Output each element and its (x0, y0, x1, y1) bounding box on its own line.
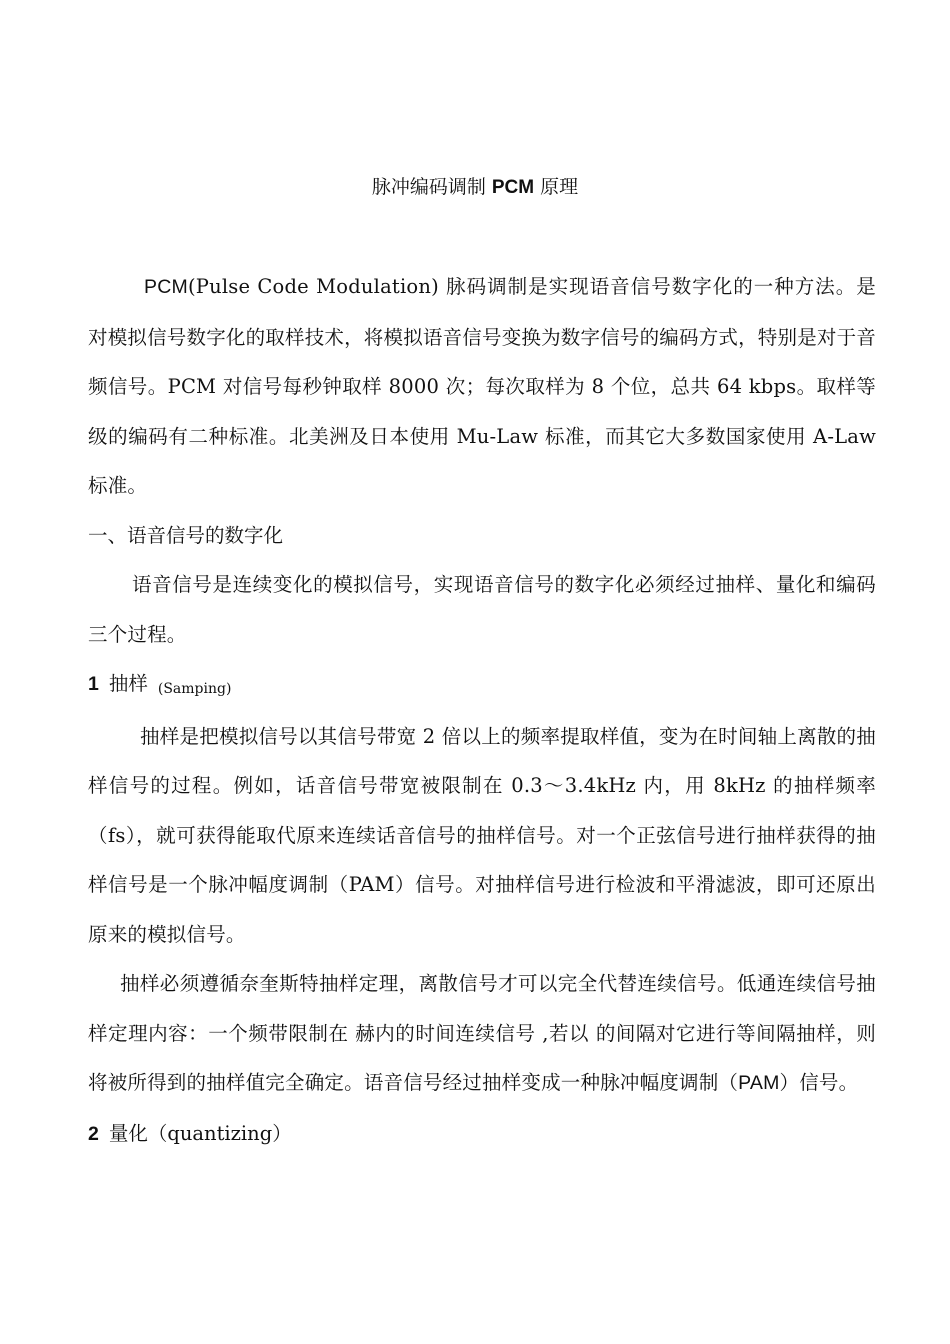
sampling-heading (88, 659, 876, 712)
quantizing-number: 2 (88, 1122, 99, 1145)
section1-heading: 一、语音信号的数字化 (88, 523, 284, 547)
page-title (0, 172, 950, 203)
sampling-title: 抽样 (108, 672, 148, 695)
section1-paragraph: 语音信号是连续变化的模拟信号，实现语音信号的数字化必须经过抽样、量化和编码三个过程。 (88, 573, 876, 646)
intro-paragraph (88, 262, 876, 511)
sampling-paragraph-2 (88, 959, 876, 1109)
title-prefix: 脉冲编码调制 (371, 176, 492, 198)
sampling-paragraph-2-text: 抽样必须遵循奈奎斯特抽样定理，离散信号才可以完全代替连续信号。低通连续信号抽样定理内容：一个频带限制在 赫内的时间连续信号 ,若以 的间隔对它进行等间隔抽样，则 将被所得到的抽样值完全确定。语音信号经过抽样变成一种脉冲幅度调制（ (88, 972, 876, 1094)
title-bold: PCM (491, 177, 535, 198)
title-suffix: 原理 (534, 176, 579, 198)
sampling-subtitle: (Samping) (157, 681, 232, 697)
sampling-paragraph-2-end: ）信号。 (779, 1071, 859, 1094)
intro-lead: PCM (144, 276, 188, 298)
quantizing-heading (88, 1109, 876, 1160)
quantizing-title: 量化（quantizing） (108, 1121, 292, 1145)
sampling-number: 1 (88, 673, 99, 695)
intro-text: (Pulse Code Modulation) 脉码调制是实现语音信号数字化的一种方法。是对模拟信号数字化的取样技术，将模拟语音信号变换为数字信号的编码方式，特别是对于音频信号。PCM 对信号每秒钟取样 8000 次；每次取样为 8 个位，总共 64 kbps。取样等级的编码有二种标准。北美洲及日本使用 Mu-Law 标准，而其它大多数国家使用 A-Law 标准。 (88, 275, 877, 497)
document-body (88, 262, 876, 1159)
sampling-paragraph-1: 抽样是把模拟信号以其信号带宽 2 倍以上的频率提取样值，变为在时间轴上离散的抽样信号的过程。例如，话音信号带宽被限制在 0.3～3.4kHz 内，用 8kHz 的抽样频率（fs），就可获得能取代原来连续话音信号的抽样信号。对一个正弦信号进行抽样获得的抽样信号是一个脉冲幅度调制（PAM）信号。对抽样信号进行检波和平滑滤波，即可还原出原来的模拟信号。 (88, 724, 876, 946)
pam-label: PAM (738, 1072, 780, 1094)
